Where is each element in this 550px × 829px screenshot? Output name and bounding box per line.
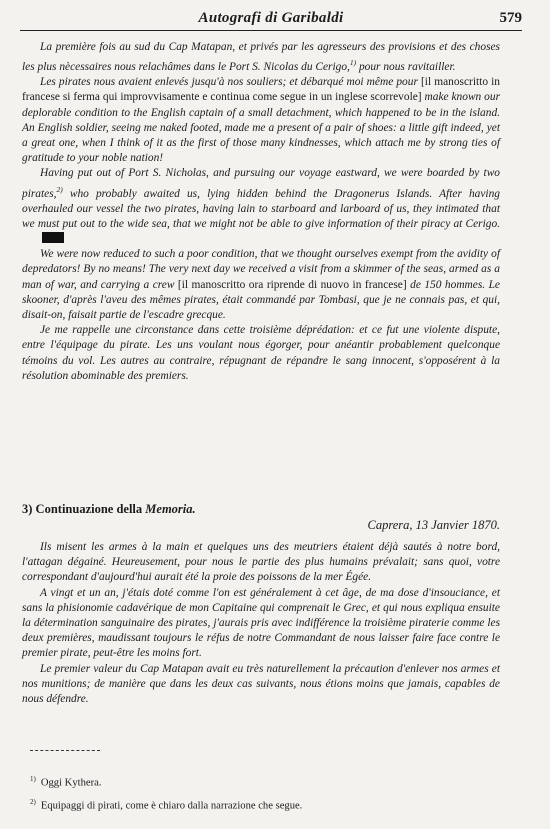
footnote bbox=[30, 770, 302, 793]
text-run: La première fois au sud du Cap Matapan, et privés par les agresseurs des provisions et des choses les plus nècessaires nous relachâmes dans le Port S. Nicolas du Cerigo, bbox=[22, 41, 500, 73]
text-run: We were now reduced to such a poor condition, that we thought ourselves exempt from the avidity of depredators! By no means! The very next day we received a visit from a skimmer of the seas, armed as a man of war, and carrying a crew bbox=[22, 248, 500, 291]
section-title-plain: Continuazione della bbox=[35, 502, 146, 516]
body-text-top bbox=[22, 40, 500, 384]
page-number: 579 bbox=[499, 10, 522, 26]
editorial-note: [il manoscritto ora riprende di nuovo in francese] bbox=[177, 278, 407, 291]
text-run: make known our deplorable condition to the English captain of a small detachment, which happened to be in the island. An English soldier, seeing me naked footed, made me a present of a pair of shoes: a little gift indeed, yet a great one, when I think of it as the first of those many kindnesses, which attach me by strong ties of gratitude to your noble nation! bbox=[22, 91, 500, 165]
paragraph bbox=[22, 323, 500, 384]
text-run: Having put out of Port S. Nicholas, and pursuing our voyage eastward, we were boarded by two pirates, bbox=[22, 167, 500, 200]
text-run: pour nous ravitailler. bbox=[356, 61, 456, 73]
text-run: A vingt et un an, j'étais doté comme l'on est généralement à cet âge, de ma dose d'insouciance, et sans la phisionomie cadavérique de mon Capitaine qui comprenait le Grec, et qui nous expliqua ensuite la détermination sanguinaire des pirates, j'aurais pris avec indifférence la troisième piraterie comme les deux premières, maudissant toujours le réfus de notre Commandant de nous laisser faire face contre le premier pirate, peut-être les moins fort. bbox=[22, 586, 500, 660]
footnote-ref: 2) bbox=[56, 184, 63, 194]
paragraph bbox=[22, 540, 500, 586]
text-run: de 150 hommes. Le skooner, d'après l'aveu des mêmes pirates, était commandé par Tombasi, que je ne connais pas, et qui, disait-on, faisait partie de l'escadre grecque. bbox=[22, 278, 500, 322]
page-header bbox=[20, 8, 522, 31]
section-number: 3) bbox=[22, 502, 33, 516]
footnote-text: Equipaggi di pirati, come è chiaro dalla narrazione che segue. bbox=[40, 800, 303, 812]
running-title: Autografi di Garibaldi bbox=[198, 10, 344, 26]
paragraph bbox=[22, 586, 500, 662]
text-run: who probably awaited us, lying hidden behind the Dragonerus Islands. After having overhauled our vessel the two pirates, having lain to starboard and larboard of us, they intimated that we must put out to the wide sea, that we might not be able to give information of their piracy at Cerigo. bbox=[22, 187, 500, 230]
paragraph bbox=[22, 166, 500, 247]
footnote-mark: 1) bbox=[30, 775, 36, 783]
text-run: Les pirates nous avaient enlevés jusqu'à nos souliers; et débarqué moi même pour bbox=[40, 76, 421, 89]
text-run: Le premier valeur du Cap Matapan avait eu très naturellement la précaution d'enlever nos armes et nos munitions; de manière que dans les deux cas suivants, nous étions moins que jamais, capables de nous défendre. bbox=[22, 662, 500, 706]
paragraph bbox=[22, 247, 500, 323]
editorial-note: [il manoscritto in francese si ferma qui improvvisamente e continua come segue in un inglese scorrevole] bbox=[22, 76, 500, 104]
paragraph bbox=[22, 75, 500, 166]
footnote-rule bbox=[30, 750, 100, 751]
body-text-bottom bbox=[22, 540, 500, 707]
footnote-text: Oggi Kythera. bbox=[40, 777, 102, 789]
text-run: Je me rappelle une circonstance dans cette troisième déprédation: et ce fut une violente dispute, entre l'équipage du pirate. Les uns voulant nous égorger, pour anéantir probablement quelconque témoins du vol. Les autres au contraire, répugnant de répandre le sang innocent, s'opposérent à la résolution abominable des premiers. bbox=[22, 324, 500, 382]
paragraph bbox=[22, 662, 500, 708]
redaction-mark bbox=[42, 232, 64, 243]
section-heading bbox=[22, 502, 196, 517]
paragraph bbox=[22, 40, 500, 75]
text-run: Ils misent les armes à la main et quelques uns des meutriers étaient déjà sautés à notre bord, l'attagan dégainé. Heureusement, pour nous le partie des plus humains prévalait; sans quoi, votre correspondant d'aujourd'hui aurait été la proie des poissons de la mer Égée. bbox=[22, 541, 500, 584]
footnote-mark: 2) bbox=[30, 797, 36, 806]
footnotes bbox=[30, 770, 302, 815]
section-title-italic: Memoria. bbox=[145, 502, 196, 516]
footnote bbox=[30, 793, 302, 816]
footnote-ref: 1) bbox=[349, 58, 357, 68]
dateline: Caprera, 13 Janvier 1870. bbox=[367, 518, 500, 532]
